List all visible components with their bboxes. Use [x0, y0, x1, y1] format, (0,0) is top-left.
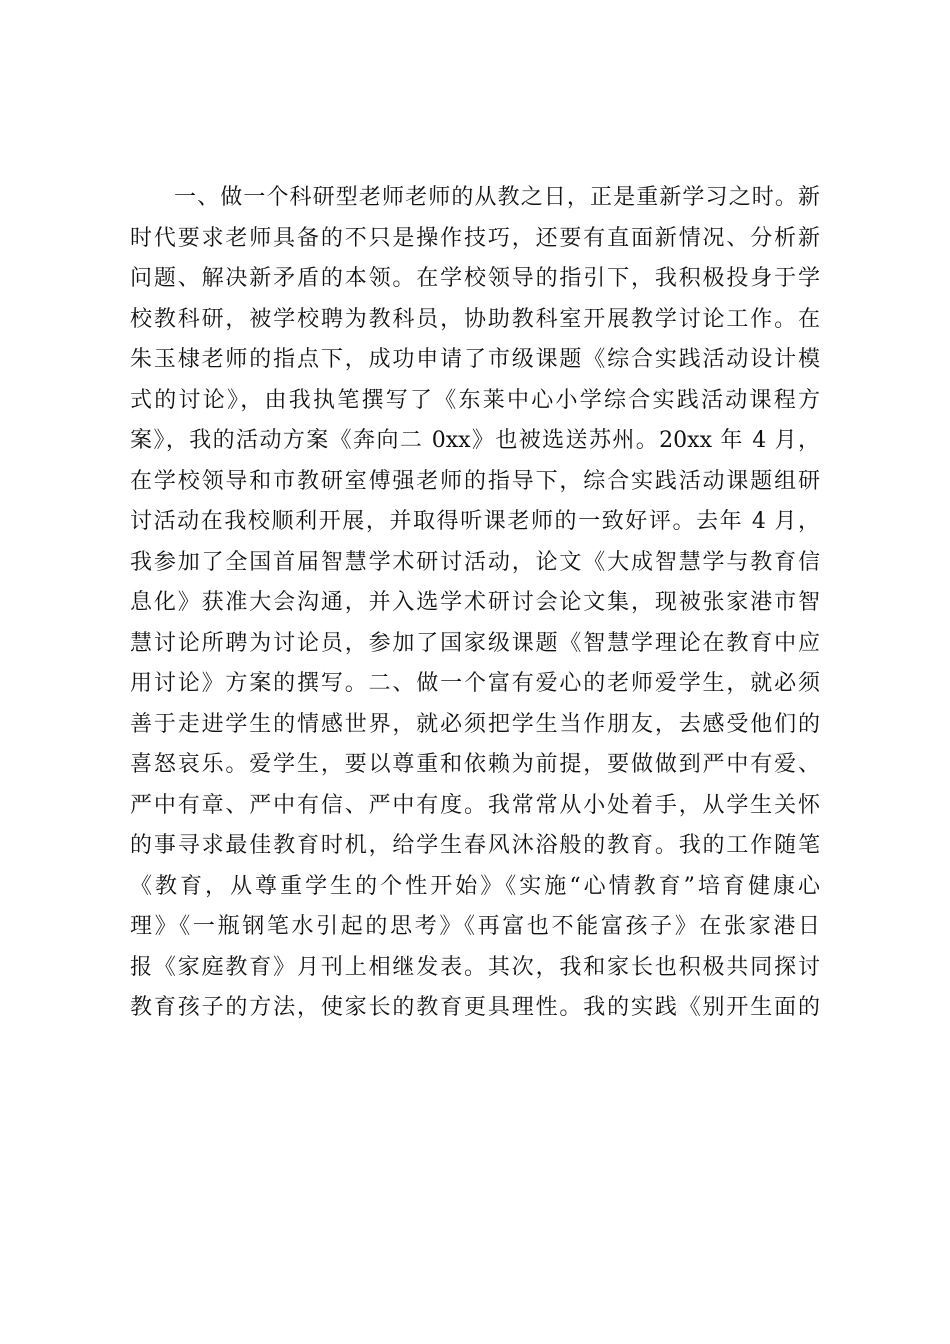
- text-line: 校教科研，被学校聘为教科员，协助教科室开展教学讨论工作。在: [130, 306, 820, 332]
- text-line: 案》，我的活动方案《奔向二 0xx》也被选送苏州。20xx 年 4 月，: [130, 428, 820, 453]
- body-paragraph: [130, 178, 820, 1029]
- text-line: 严中有章、严中有信、严中有度。我常常从小处着手，从学生关怀: [130, 792, 820, 818]
- text-line: 我参加了全国首届智慧学术研讨活动，论文《大成智慧学与教育信: [130, 549, 820, 575]
- text-line: 讨活动在我校顺利开展，并取得听课老师的一致好评。去年 4 月，: [130, 509, 820, 534]
- text-line: 式的讨论》，由我执笔撰写了《东莱中心小学综合实践活动课程方: [130, 387, 820, 413]
- text-line: 时代要求老师具备的不只是操作技巧，还要有直面新情况、分析新: [130, 225, 820, 251]
- text-line: 的事寻求最佳教育时机，给学生春风沐浴般的教育。我的工作随笔: [130, 833, 820, 858]
- text-line: 慧讨论所聘为讨论员，参加了国家级课题《智慧学理论在教育中应: [130, 630, 820, 656]
- text-line: 用讨论》方案的撰写。二、做一个富有爱心的老师爱学生，就必须: [130, 671, 820, 696]
- text-line: 喜怒哀乐。爱学生，要以尊重和依赖为前提，要做做到严中有爱、: [130, 752, 820, 777]
- text-line: 息化》获准大会沟通，并入选学术研讨会论文集，现被张家港市智: [130, 590, 820, 615]
- text-line: 理》《一瓶钢笔水引起的思考》《再富也不能富孩子》在张家港日: [130, 914, 820, 939]
- text-line: 在学校领导和市教研室傅强老师的指导下，综合实践活动课题组研: [130, 468, 820, 494]
- text-line: 问题、解决新矛盾的本领。在学校领导的指引下，我积极投身于学: [130, 266, 820, 291]
- text-line: 报《家庭教育》月刊上相继发表。其次，我和家长也积极共同探讨: [130, 954, 820, 980]
- text-line: 朱玉棣老师的指点下，成功申请了市级课题《综合实践活动设计模: [130, 347, 820, 372]
- text-line: 善于走进学生的情感世界，就必须把学生当作朋友，去感受他们的: [130, 711, 820, 737]
- text-line: 教育孩子的方法，使家长的教育更具理性。我的实践《别开生面的: [130, 995, 820, 1020]
- text-line: 《教育，从尊重学生的个性开始》《实施“心情教育”培育健康心: [130, 873, 820, 899]
- text-line: 一、做一个科研型老师老师的从教之日，正是重新学习之时。新: [174, 185, 820, 210]
